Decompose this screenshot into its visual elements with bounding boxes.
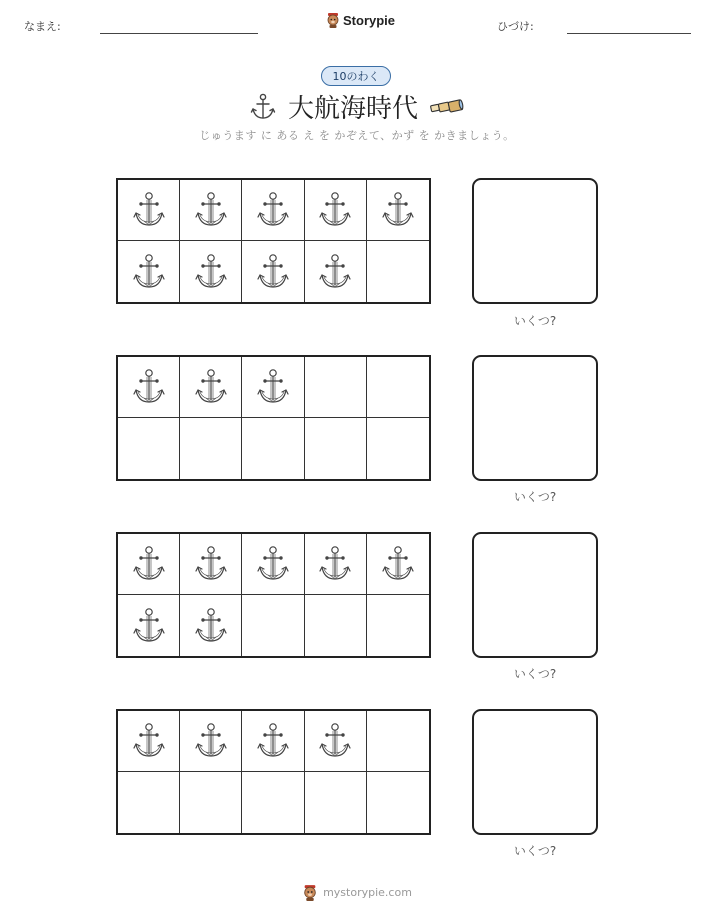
frame-cell	[305, 711, 367, 772]
answer-prompt: いくつ?	[513, 844, 557, 858]
frame-cell	[118, 418, 180, 479]
answer-box[interactable]	[472, 532, 598, 658]
anchor-icon	[257, 722, 289, 760]
brand-logo	[326, 12, 395, 28]
frame-cell	[180, 534, 242, 595]
anchor-icon	[382, 191, 414, 229]
name-label: なまえ:	[24, 20, 61, 33]
anchor-icon	[133, 607, 165, 645]
frame-cell	[367, 534, 429, 595]
frame-cell	[118, 595, 180, 656]
frame-cell	[305, 357, 367, 418]
anchor-icon	[195, 545, 227, 583]
worksheet-type-badge: 10のわく	[321, 66, 391, 86]
anchor-icon	[133, 368, 165, 406]
answer-box[interactable]	[472, 355, 598, 481]
anchor-icon	[319, 545, 351, 583]
bear-mascot-icon	[302, 884, 318, 901]
frame-cell	[242, 357, 304, 418]
anchor-icon	[133, 253, 165, 291]
frame-cell	[180, 711, 242, 772]
anchor-icon	[195, 191, 227, 229]
frame-cell	[180, 595, 242, 656]
page-title: 大航海時代	[287, 94, 418, 124]
frame-cell	[367, 711, 429, 772]
anchor-icon	[257, 191, 289, 229]
anchor-icon	[319, 722, 351, 760]
frame-cell	[118, 711, 180, 772]
frame-cell	[180, 357, 242, 418]
frame-cell	[118, 534, 180, 595]
name-line[interactable]	[100, 33, 258, 34]
anchor-icon	[319, 253, 351, 291]
anchor-icon	[250, 93, 276, 121]
anchor-icon	[257, 545, 289, 583]
anchor-icon	[133, 191, 165, 229]
frame-cell	[242, 534, 304, 595]
anchor-icon	[195, 722, 227, 760]
date-line[interactable]	[567, 33, 691, 34]
frame-cell	[305, 418, 367, 479]
anchor-icon	[195, 368, 227, 406]
anchor-icon	[133, 545, 165, 583]
frame-cell	[367, 418, 429, 479]
frame-cell	[367, 772, 429, 833]
answer-prompt: いくつ?	[513, 314, 557, 328]
anchor-icon	[319, 191, 351, 229]
anchor-icon	[195, 607, 227, 645]
bear-mascot-icon	[326, 12, 340, 28]
frame-cell	[367, 595, 429, 656]
frame-cell	[305, 595, 367, 656]
footer	[0, 884, 714, 901]
frame-cell	[118, 772, 180, 833]
frame-cell	[242, 180, 304, 241]
frame-cell	[242, 772, 304, 833]
ten-frame	[116, 355, 431, 481]
frame-cell	[242, 595, 304, 656]
footer-url: mystorypie.com	[323, 886, 412, 899]
frame-cell	[305, 772, 367, 833]
anchor-icon	[257, 368, 289, 406]
frame-cell	[180, 772, 242, 833]
frame-cell	[242, 711, 304, 772]
frame-cell	[242, 241, 304, 302]
answer-box[interactable]	[472, 178, 598, 304]
frame-cell	[118, 180, 180, 241]
title-row	[0, 88, 714, 125]
spyglass-icon	[430, 98, 464, 116]
answer-prompt: いくつ?	[513, 490, 557, 504]
instructions: じゅうます に ある え を かぞえて、かず を かきましょう。	[199, 129, 515, 142]
frame-cell	[367, 180, 429, 241]
frame-cell	[305, 534, 367, 595]
anchor-icon	[382, 545, 414, 583]
frame-cell	[305, 241, 367, 302]
answer-box[interactable]	[472, 709, 598, 835]
frame-cell	[367, 357, 429, 418]
brand-name: Storypie	[343, 12, 396, 28]
anchor-icon	[257, 253, 289, 291]
ten-frame	[116, 178, 431, 304]
frame-cell	[367, 241, 429, 302]
frame-cell	[242, 418, 304, 479]
ten-frame	[116, 709, 431, 835]
anchor-icon	[133, 722, 165, 760]
frame-cell	[180, 180, 242, 241]
date-label: ひづけ:	[497, 20, 534, 33]
ten-frame	[116, 532, 431, 658]
frame-cell	[305, 180, 367, 241]
anchor-icon	[195, 253, 227, 291]
frame-cell	[118, 357, 180, 418]
answer-prompt: いくつ?	[513, 667, 557, 681]
frame-cell	[180, 241, 242, 302]
frame-cell	[180, 418, 242, 479]
frame-cell	[118, 241, 180, 302]
